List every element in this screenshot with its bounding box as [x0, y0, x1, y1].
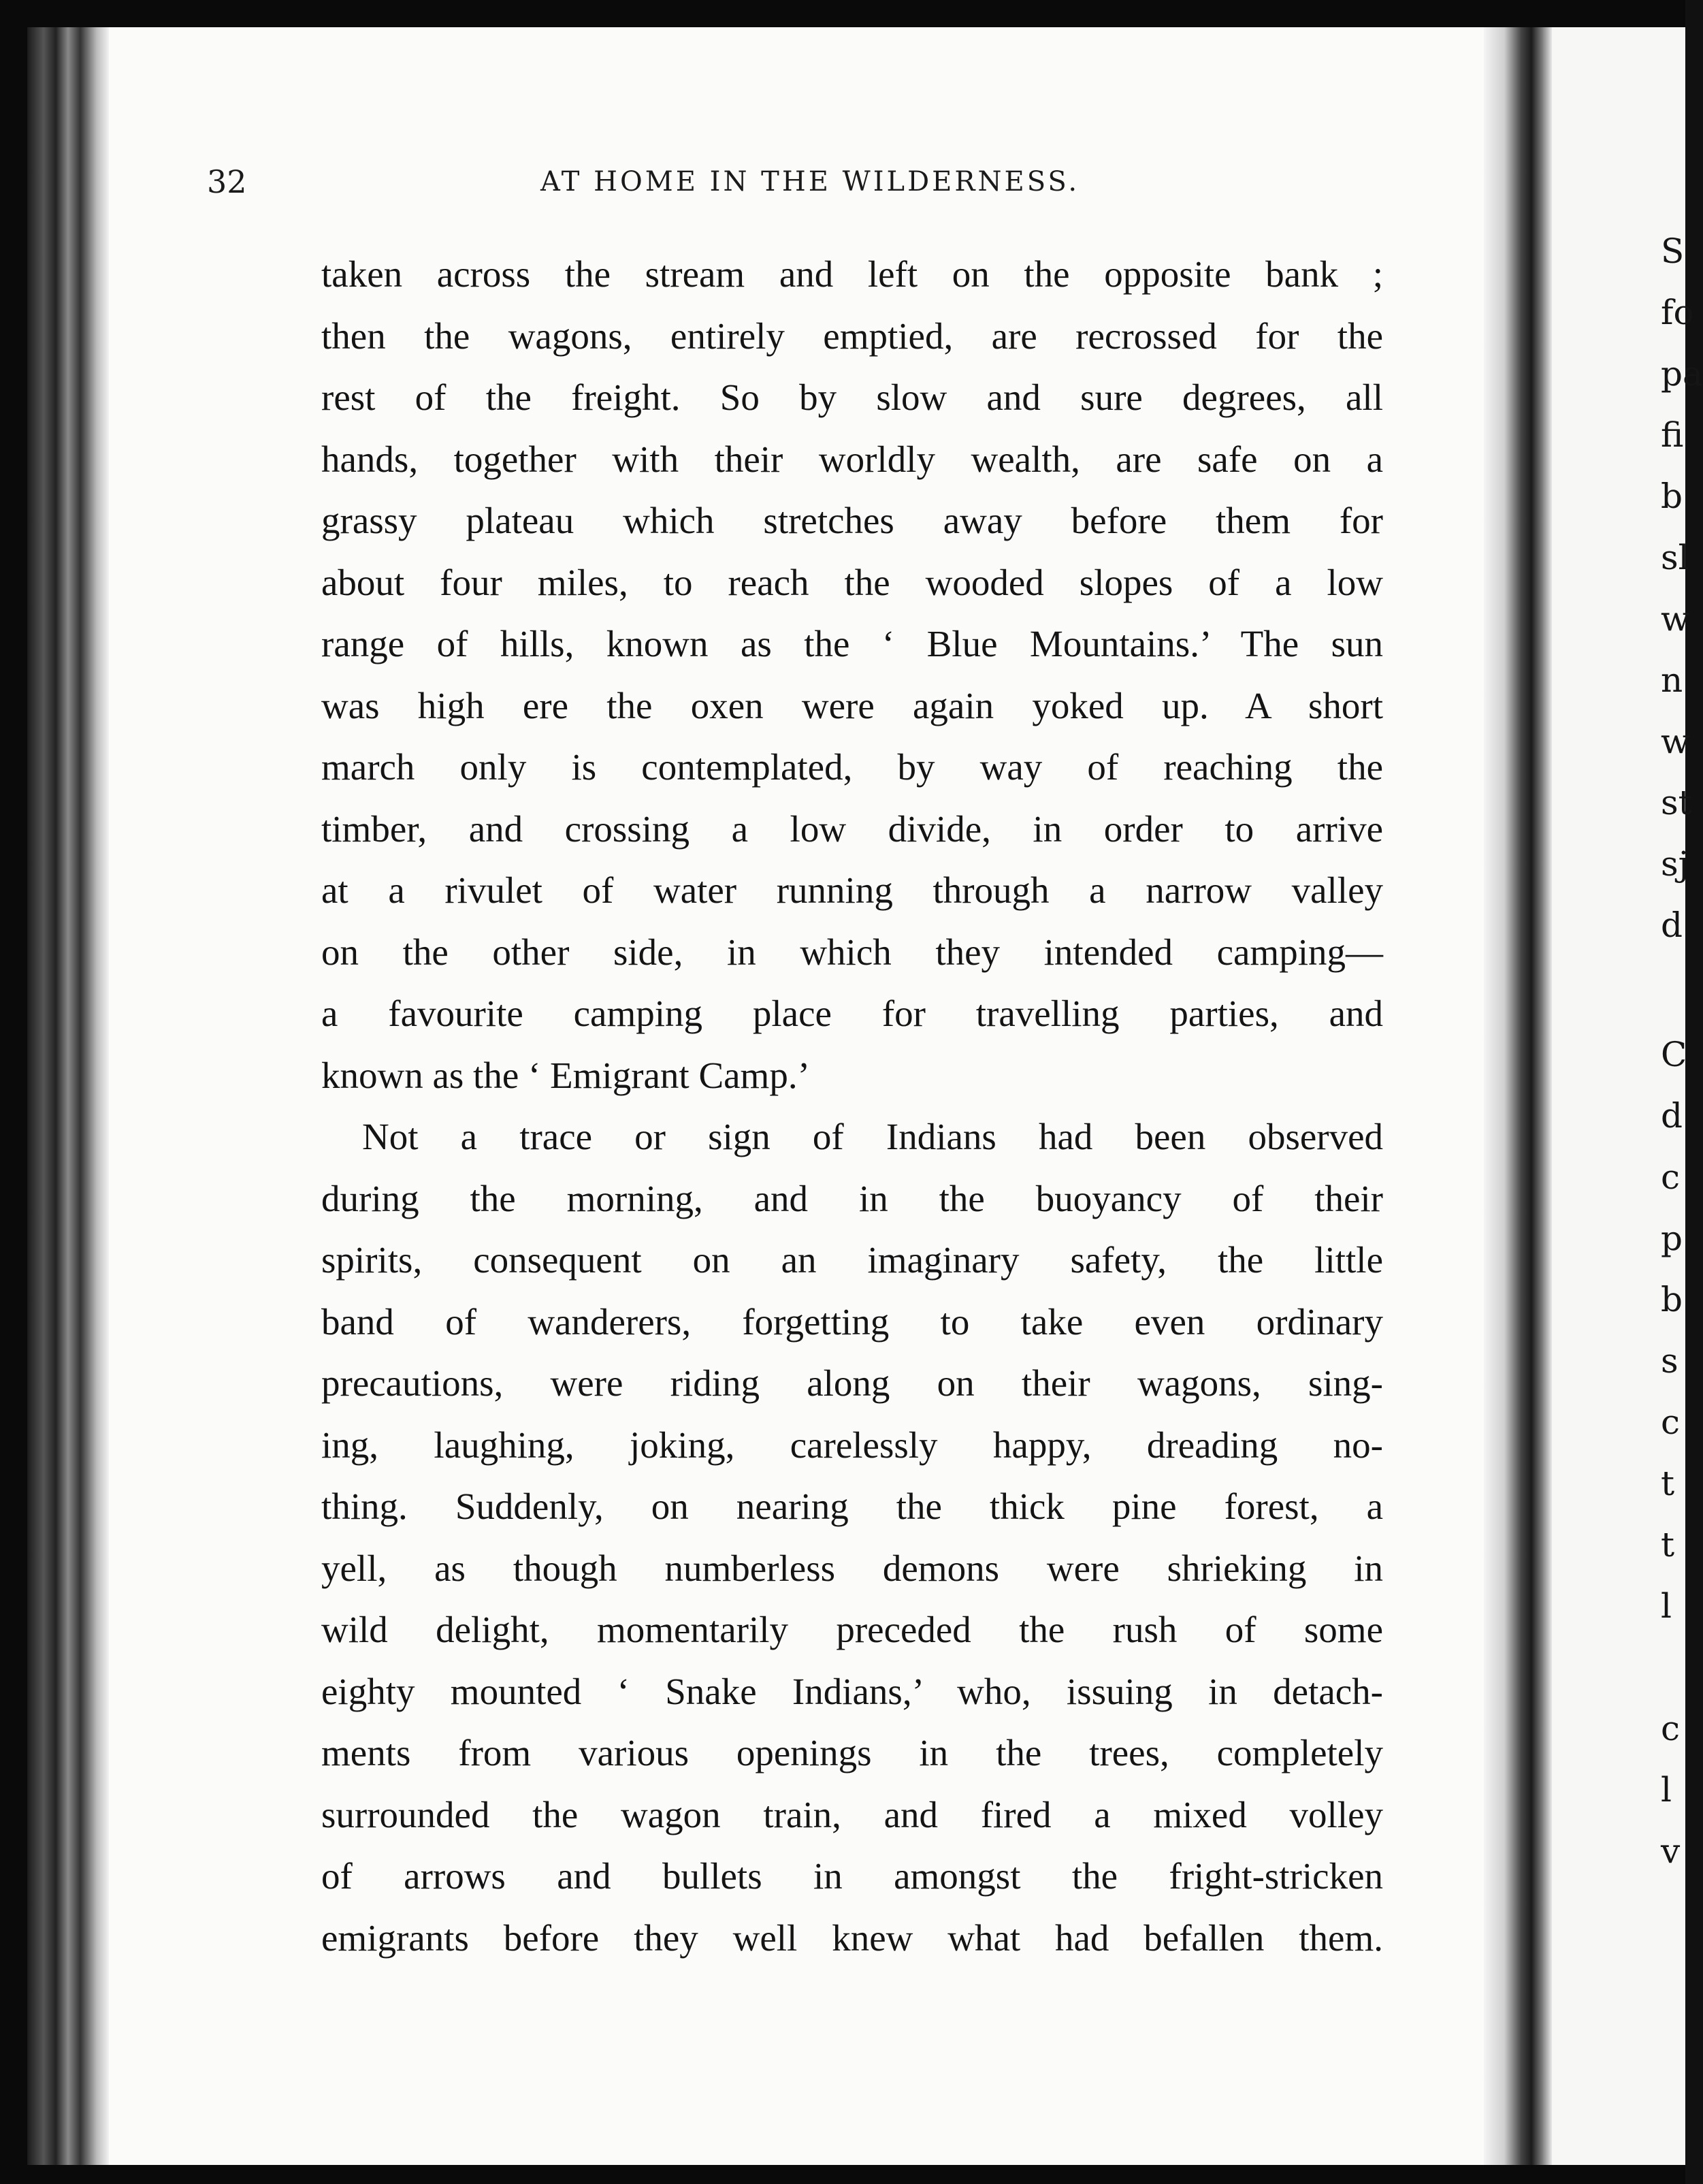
text-line: timber, and crossing a low divide, in order to arrive	[321, 807, 1383, 850]
facing-fragment: d	[1661, 1096, 1683, 1136]
text-line: emigrants before they well knew what had befallen them.	[321, 1916, 1383, 1959]
facing-fragment: S	[1661, 231, 1685, 271]
facing-fragment: p	[1661, 1219, 1683, 1258]
facing-fragment: v	[1661, 1831, 1681, 1871]
text-line: ing, laughing, joking, carelessly happy, dreading no-	[321, 1424, 1383, 1466]
text-line: band of wanderers, forgetting to take even ordinary	[321, 1300, 1383, 1343]
text-line: on the other side, in which they intended camping—	[321, 931, 1383, 973]
facing-fragment: c	[1661, 1402, 1681, 1442]
text-line: during the morning, and in the buoyancy of their	[321, 1177, 1383, 1219]
text-line: at a rivulet of water running through a narrow valley	[321, 869, 1383, 911]
body-text	[321, 244, 1383, 1969]
facing-fragment: st	[1661, 783, 1692, 822]
facing-fragment: l	[1661, 1586, 1672, 1626]
facing-fragment: t	[1661, 1525, 1675, 1564]
text-line: range of hills, known as the ‘ Blue Mountains.’ The sun	[321, 623, 1383, 664]
text-line: march only is contemplated, by way of reaching the	[321, 746, 1383, 788]
facing-fragment: n	[1661, 660, 1683, 700]
book-gutter	[1484, 27, 1552, 2165]
facing-page-edge	[1552, 27, 1703, 2165]
facing-fragment: w	[1661, 599, 1690, 639]
text-line: about four miles, to reach the wooded slopes of a low	[321, 561, 1383, 603]
facing-fragment: l	[1661, 1770, 1672, 1810]
facing-fragment: c	[1661, 1709, 1681, 1748]
running-title: AT HOME IN THE WILDERNESS.	[540, 166, 1080, 197]
facing-fragment: fo	[1661, 293, 1694, 332]
text-line: thing. Suddenly, on nearing the thick pine forest, a	[321, 1486, 1383, 1527]
facing-fragment: c	[1661, 1157, 1681, 1197]
text-line: yell, as though numberless demons were shrieking in	[321, 1547, 1383, 1589]
facing-fragment: b	[1661, 477, 1683, 516]
text-line: then the wagons, entirely emptied, are recrossed for the	[321, 315, 1383, 357]
text-line: rest of the freight. So by slow and sure degrees, all	[321, 376, 1383, 418]
paragraph	[321, 1106, 1383, 1969]
facing-fragment: t	[1661, 1464, 1675, 1503]
facing-fragment: d	[1661, 905, 1683, 945]
facing-fragment: b	[1661, 1280, 1683, 1319]
facing-fragment: s	[1661, 1341, 1678, 1381]
text-line: hands, together with their worldly wealth, are safe on a	[321, 438, 1383, 480]
book-left-edge	[27, 27, 109, 2165]
text-line: taken across the stream and left on the opposite bank ;	[321, 253, 1383, 295]
facing-fragment: sl	[1661, 538, 1689, 577]
text-line: ments from various openings in the trees, completely	[321, 1732, 1383, 1773]
page-number: 32	[207, 163, 247, 200]
paragraph	[321, 244, 1383, 1106]
facing-fragment: sj	[1661, 844, 1689, 884]
text-line: known as the ‘ Emigrant Camp.’	[321, 1054, 810, 1096]
text-line: Not a trace or sign of Indians had been observed	[362, 1116, 1383, 1157]
text-line: of arrows and bullets in amongst the fright-stricken	[321, 1855, 1383, 1897]
text-line: spirits, consequent on an imaginary safety, the little	[321, 1239, 1383, 1281]
text-line: precautions, were riding along on their wagons, sing-	[321, 1362, 1383, 1404]
text-line: surrounded the wagon train, and fired a mixed volley	[321, 1793, 1383, 1835]
text-line: grassy plateau which stretches away before them for	[321, 500, 1383, 541]
text-line: eighty mounted ‘ Snake Indians,’ who, issuing in detach-	[321, 1670, 1383, 1712]
facing-fragment: w	[1661, 722, 1690, 761]
text-line: was high ere the oxen were again yoked up. A short	[321, 684, 1383, 726]
facing-fragment: pa	[1661, 354, 1703, 394]
facing-fragment: C	[1661, 1035, 1687, 1074]
text-line: wild delight, momentarily preceded the rush of some	[321, 1609, 1383, 1650]
running-head	[207, 155, 1391, 210]
facing-fragment: fi	[1661, 415, 1684, 455]
text-line: a favourite camping place for travelling parties, and	[321, 993, 1383, 1034]
